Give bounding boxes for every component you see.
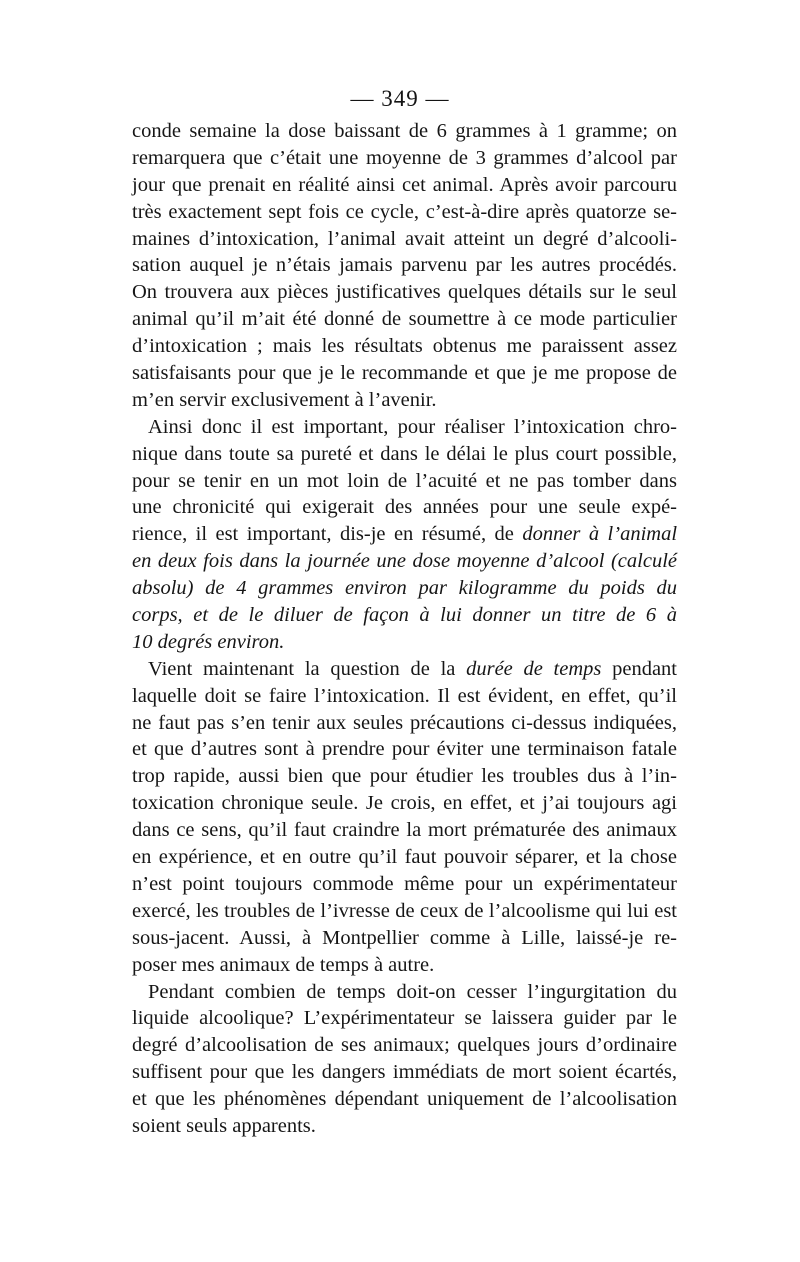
text-line: dans ce sens, qu’il faut craindre la mort prématurée des animaux (132, 819, 677, 842)
text-line: Ainsi donc il est important, pour réaliser l’intoxication chro- (148, 415, 677, 438)
text-line: conde semaine la dose baissant de 6 grammes à 1 gramme; on (132, 120, 677, 142)
text-segment: Vient maintenant la question de la (148, 657, 456, 680)
text-line: n’est point toujours commode même pour un expérimentateur (132, 872, 677, 895)
text-segment: pendant (612, 657, 677, 680)
emphasis-line: 10 degrés environ. (132, 630, 285, 653)
text-line: nique dans toute sa pureté et dans le délai le plus court possible, (132, 442, 677, 465)
text-line: et que les phénomènes dépendant uniquement de l’alcoolisation (132, 1088, 677, 1111)
text-line: remarquera que c’était une moyenne de 3 grammes d’alcool par (132, 146, 677, 169)
text-line: une chronicité qui exigerait des années pour une seule expé- (132, 496, 677, 519)
text-line: laquelle doit se faire l’intoxication. Il est évident, en effet, qu’il (132, 684, 677, 707)
text-line (132, 521, 677, 548)
text-line: jour que prenait en réalité ainsi cet animal. Après avoir parcouru (132, 173, 677, 196)
text-line: satisfaisants pour que je le recommande et que je me propose de (132, 362, 677, 385)
text-line: exercé, les troubles de l’ivresse de ceux de l’alcoolisme qui lui est (132, 899, 677, 922)
text-line: poser mes animaux de temps à autre. (132, 953, 435, 976)
paragraph-1 (132, 118, 677, 414)
text-line: soient seuls apparents. (132, 1114, 316, 1137)
text-line: trop rapide, aussi bien que pour étudier les troubles dus à l’in- (132, 765, 677, 788)
text-line (132, 656, 677, 683)
text-line: m’en servir exclusivement à l’avenir. (132, 388, 437, 411)
body-text (132, 118, 677, 1140)
text-line: On trouvera aux pièces justificatives quelques détails sur le seul (132, 281, 677, 304)
emphasis-line: corps, et de le diluer de façon à lui donner un titre de 6 à (132, 604, 677, 627)
paragraph-3 (132, 656, 677, 979)
emphasis-line: absolu) de 4 grammes environ par kilogramme du poids du (132, 577, 677, 600)
text-line: degré d’alcoolisation de ses animaux; quelques jours d’ordinaire (132, 1034, 677, 1057)
text-line: ne faut pas s’en tenir aux seules précautions ci-dessus indiquées, (132, 711, 677, 734)
text-line: suffisent pour que les dangers immédiats de mort soient écartés, (132, 1061, 677, 1084)
paragraph-2 (132, 414, 677, 656)
text-line: Pendant combien de temps doit-on cesser l’ingurgitation du (148, 980, 677, 1003)
text-line: animal qu’il m’ait été donné de soumettre à ce mode particulier (132, 308, 677, 331)
page-number: — 349 — (350, 86, 450, 111)
text-line: liquide alcoolique? L’expérimentateur se laissera guider par le (132, 1007, 677, 1030)
emphasis-text: durée de temps (466, 657, 602, 680)
text-line: d’intoxication ; mais les résultats obtenus me paraissent assez (132, 335, 677, 358)
paragraph-4 (132, 979, 677, 1140)
emphasis-line: en deux fois dans la journée une dose moyenne d’alcool (calculé (132, 550, 677, 573)
text-line: toxication chronique seule. Je crois, en effet, et j’ai toujours agi (132, 792, 677, 815)
text-segment: rience, il est important, dis-je en résumé, de (132, 523, 514, 546)
emphasis-text: donner à l’animal (522, 523, 678, 546)
text-line: sation auquel je n’étais jamais parvenu par les autres procédés. (132, 254, 677, 277)
text-line: en expérience, et en outre qu’il faut pouvoir séparer, et la chose (132, 846, 677, 869)
text-line: sous-jacent. Aussi, à Montpellier comme à Lille, laissé-je re- (132, 926, 677, 949)
text-line: pour se tenir en un mot loin de l’acuité et ne pas tomber dans (132, 469, 677, 492)
text-line: maines d’intoxication, l’animal avait atteint un degré d’alcooli- (132, 227, 677, 250)
text-line: très exactement sept fois ce cycle, c’est-à-dire après quatorze se- (132, 200, 677, 223)
text-line: et que d’autres sont à prendre pour éviter une terminaison fatale (132, 738, 677, 761)
